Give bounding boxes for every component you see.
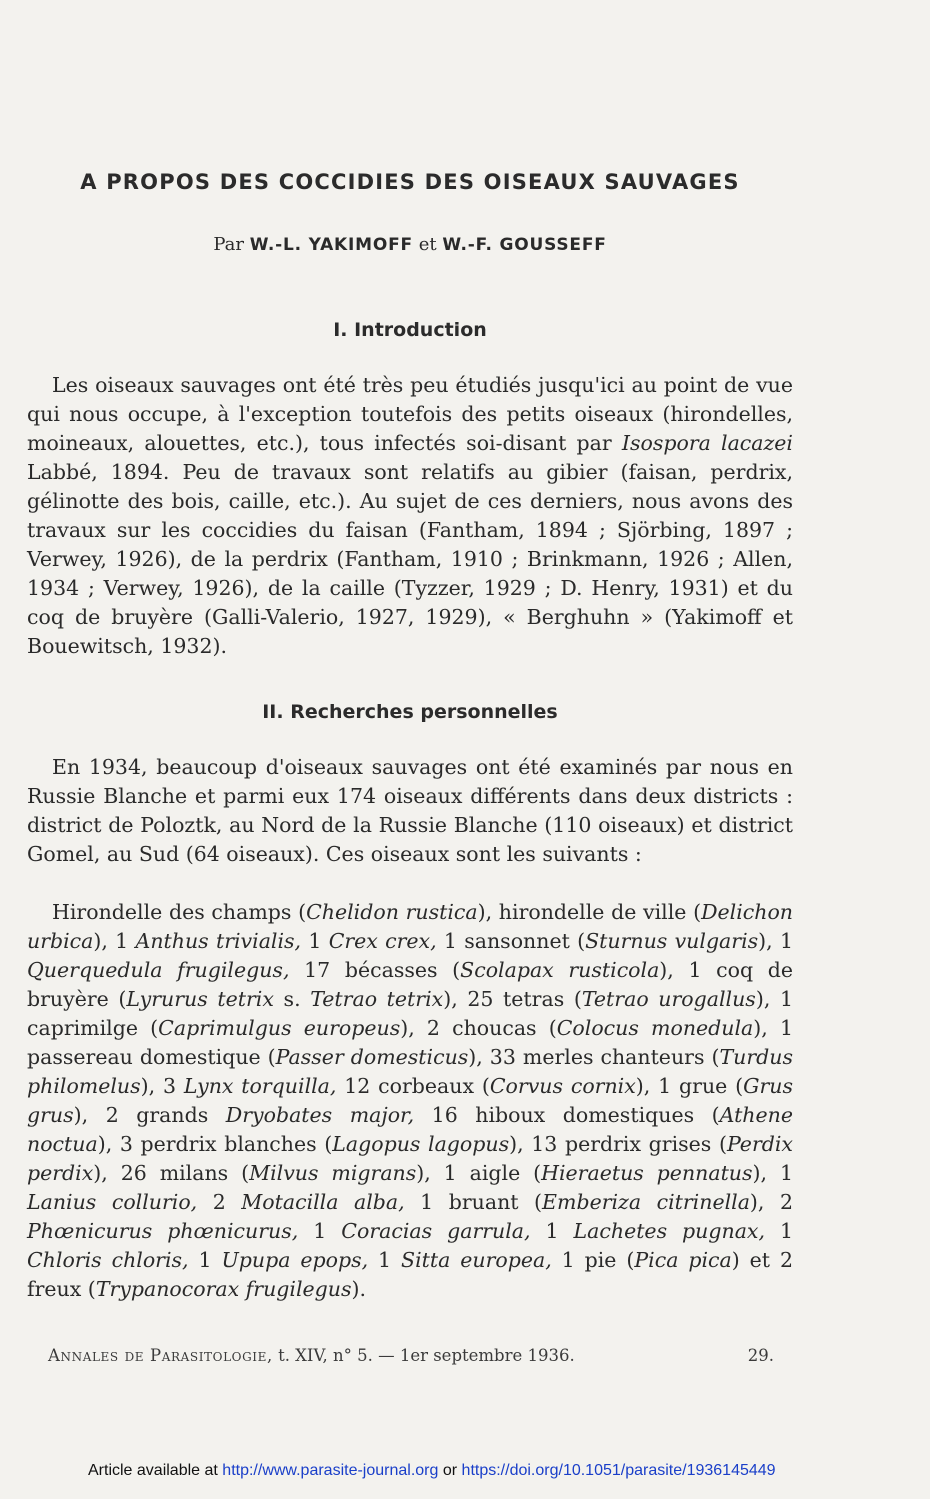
text-run: ), 1: [752, 1161, 793, 1185]
species-name: Sitta europea,: [401, 1248, 552, 1272]
text-run: ), 25 tetras (: [443, 987, 582, 1011]
text-run: ), 1: [758, 929, 794, 953]
text-run: ) et 2 freux (: [27, 1248, 794, 1301]
species-name: Chelidon rustica: [306, 900, 478, 924]
author-name-1: W.-L. YAKIMOFF: [249, 235, 413, 255]
species-name: Turdus philomelus: [27, 1045, 793, 1098]
article-title: A PROPOS DES COCCIDIES DES OISEAUX SAUVAGES: [80, 170, 740, 194]
species-name: Lynx torquilla,: [183, 1074, 337, 1098]
species-name: Passer domesticus: [275, 1045, 469, 1069]
species-name: Lagopus lagopus: [332, 1132, 510, 1156]
text-run: ), hirondelle de ville (: [477, 900, 702, 924]
article-availability-note: [88, 1462, 776, 1480]
text-run: ), 3: [140, 1074, 184, 1098]
author-prefix: Par: [213, 234, 244, 255]
text-run: Les oiseaux sauvages ont été très peu étudiés jusqu'ici au point de vue qui nous occupe, à l'exception toutefois des petits oiseaux (hirondelles, moineaux, alouettes, etc.), tous infectés soi-disant par: [27, 373, 793, 455]
species-name: Chloris chloris,: [27, 1248, 189, 1272]
species-name: Hieraetus pennatus: [541, 1161, 753, 1185]
species-name: Trypanocorax frugilegus: [95, 1277, 352, 1301]
article-note-conj: or: [442, 1462, 458, 1479]
text-run: s.: [273, 987, 311, 1011]
doi-url-link[interactable]: https://doi.org/10.1051/parasite/1936145449: [461, 1462, 776, 1479]
journal-issue: t. XIV, n° 5. — 1er septembre 1936.: [278, 1346, 575, 1365]
text-run: ), 1: [93, 929, 136, 953]
author-conjunction: et: [418, 234, 437, 255]
page-number: 29.: [747, 1346, 774, 1365]
author-line: [0, 234, 820, 255]
species-name: Dryobates major,: [225, 1103, 415, 1127]
species-name: Sturnus vulgaris: [585, 929, 759, 953]
text-run: 1 bruant (: [404, 1190, 543, 1214]
species-name: Colocus monedula: [556, 1016, 754, 1040]
text-run: En 1934, beaucoup d'oiseaux sauvages ont été examinés par nous en Russie Blanche et parmi eux 174 oiseaux différents dans deux districts : district de Poloztk, au Nord de la Russie Blanche (110 oiseaux) et district Gomel, au Sud (64 oiseaux). Ces oiseaux sont les suivants :: [27, 755, 793, 866]
text-run: 1 sansonnet (: [436, 929, 586, 953]
text-run: ), 2 choucas (: [400, 1016, 557, 1040]
text-run: 12 corbeaux (: [336, 1074, 490, 1098]
article-note-prefix: Article available at: [88, 1462, 218, 1479]
species-name: Phœnicurus phœnicurus,: [27, 1219, 299, 1243]
text-run: ), 13 perdrix grises (: [509, 1132, 727, 1156]
text-run: ), 2: [749, 1190, 794, 1214]
paragraph-bird-list: [27, 898, 793, 1304]
author-name-2: W.-F. GOUSSEFF: [442, 235, 607, 255]
text-run: ), 26 milans (: [93, 1161, 250, 1185]
species-name: Coracias garrula,: [341, 1219, 531, 1243]
species-name: Isospora lacazei: [621, 431, 793, 455]
section-heading-recherches: II. Recherches personnelles: [262, 701, 558, 723]
species-name: Tetrao urogallus: [581, 987, 756, 1011]
text-run: 17 bécasses (: [289, 958, 461, 982]
species-name: Lyrurus tetrix: [126, 987, 274, 1011]
species-name: Milvus migrans: [249, 1161, 417, 1185]
species-name: Corvus cornix: [489, 1074, 636, 1098]
text-run: ).: [351, 1277, 366, 1301]
species-name: Pica pica: [634, 1248, 732, 1272]
species-name: Tetrao tetrix: [310, 987, 444, 1011]
text-run: ), 1 grue (: [635, 1074, 744, 1098]
text-run: 1: [298, 1219, 342, 1243]
text-run: 2: [197, 1190, 242, 1214]
text-run: 1: [368, 1248, 402, 1272]
text-run: ), 2 grands: [73, 1103, 226, 1127]
section-heading-introduction: I. Introduction: [333, 319, 487, 341]
text-run: 1: [765, 1219, 794, 1243]
species-name: Crex crex,: [328, 929, 437, 953]
text-run: 16 hiboux domestiques (: [414, 1103, 720, 1127]
text-run: ), 3 perdrix blanches (: [97, 1132, 333, 1156]
species-name: Grus grus: [27, 1074, 794, 1127]
journal-name: Annales de Parasitologie,: [48, 1346, 273, 1365]
text-run: ), 1 aigle (: [416, 1161, 542, 1185]
paragraph-recherches-intro: [27, 753, 793, 869]
species-name: Delichon urbica: [27, 900, 794, 953]
species-name: Athene noctua: [27, 1103, 793, 1156]
species-name: Upupa epops,: [221, 1248, 369, 1272]
species-name: Perdix perdix: [27, 1132, 793, 1185]
species-name: Lachetes pugnax,: [573, 1219, 766, 1243]
species-name: Querquedula frugilegus,: [27, 958, 290, 982]
text-run: ), 33 merles chanteurs (: [468, 1045, 720, 1069]
species-name: Lanius collurio,: [27, 1190, 198, 1214]
species-name: Emberiza citrinella: [542, 1190, 750, 1214]
text-run: ), 1 passereau domestique (: [27, 1016, 793, 1069]
text-run: Hirondelle des champs (: [52, 900, 307, 924]
text-run: ), 1 coq de bruyère (: [27, 958, 793, 1011]
species-name: Scolapax rusticola: [460, 958, 660, 982]
text-run: 1: [188, 1248, 222, 1272]
species-name: Motacilla alba,: [241, 1190, 405, 1214]
text-run: 1: [301, 929, 329, 953]
text-run: ), 1 caprimilge (: [27, 987, 794, 1040]
text-run: 1 pie (: [551, 1248, 635, 1272]
species-name: Anthus trivialis,: [135, 929, 302, 953]
paragraph-introduction: [27, 371, 793, 661]
journal-footer: [48, 1346, 774, 1365]
species-name: Caprimulgus europeus: [158, 1016, 401, 1040]
text-run: Labbé, 1894. Peu de travaux sont relatifs au gibier (faisan, perdrix, gélinotte des bois, caille, etc.). Au sujet de ces derniers, nous avons des travaux sur les coccidies du faisan (Fantham, 1894 ; Sjörbing, 1897 ; Verwey, 1926), de la perdrix (Fantham, 1910 ; Brinkmann, 1926 ; Allen, 1934 ; Verwey, 1926), de la caille (Tyzzer, 1929 ; D. Henry, 1931) et du coq de bruyère (Galli-Valerio, 1927, 1929), « Berghuhn » (Yakimoff et Bouewitsch, 1932).: [27, 460, 793, 658]
journal-url-link[interactable]: http://www.parasite-journal.org: [222, 1462, 439, 1479]
text-run: 1: [530, 1219, 574, 1243]
